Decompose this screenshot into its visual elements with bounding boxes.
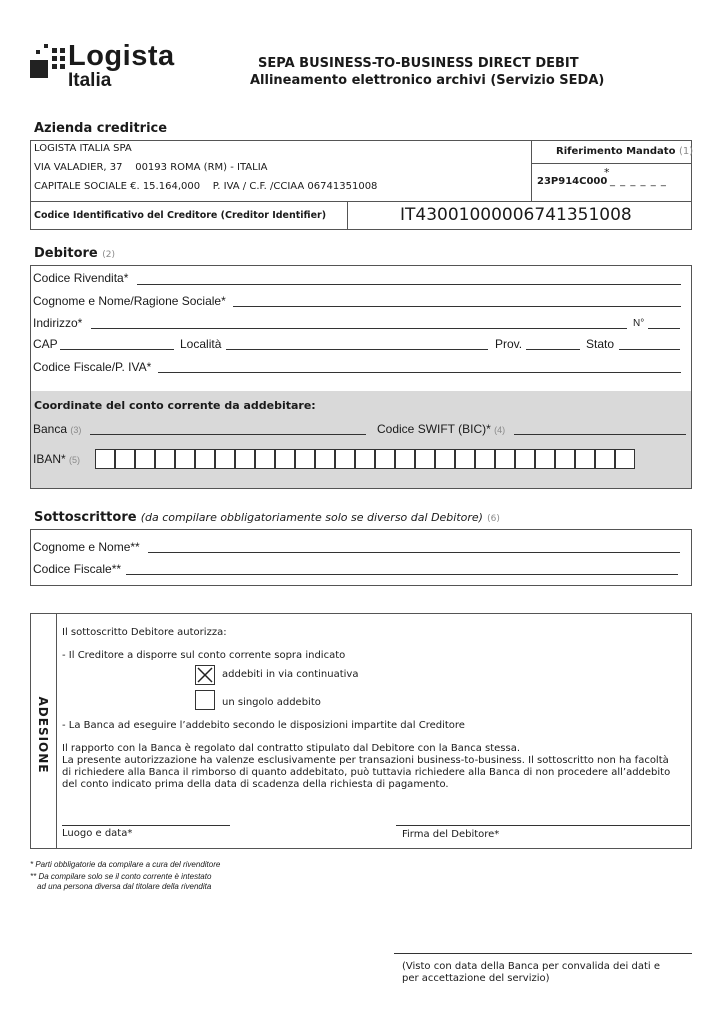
iban-cell[interactable]	[435, 449, 455, 469]
subscriber-cognome-field[interactable]	[148, 552, 680, 553]
bank-visa-field[interactable]	[394, 953, 692, 954]
iban-cell[interactable]	[335, 449, 355, 469]
luogo-data-field[interactable]	[62, 825, 230, 826]
creditor-heading: Azienda creditrice	[34, 121, 168, 136]
subscriber-cognome-label: Cognome e Nome**	[33, 540, 140, 554]
footnote-mandatory: * Parti obbligatorie da compilare a cura del rivenditore	[30, 860, 221, 869]
logo-wordmark: Logista	[68, 40, 175, 72]
swift-field[interactable]	[514, 434, 686, 435]
iban-cell[interactable]	[615, 449, 635, 469]
single-debit-checkbox[interactable]	[195, 690, 215, 710]
prov-label: Prov.	[495, 337, 523, 351]
iban-field[interactable]	[95, 449, 637, 469]
subscriber-heading: Sottoscrittore (da compilare obbligatoriamente solo se diverso dal Debitore) (6)	[34, 510, 500, 525]
creditor-address: VIA VALADIER, 37 00193 ROMA (RM) - ITALIA	[34, 162, 268, 173]
adesione-para-4: del conto indicato prima della data di scadenza della richiesta di pagamento.	[62, 779, 449, 790]
account-heading: Coordinate del conto corrente da addebitare:	[34, 399, 316, 412]
iban-cell[interactable]	[575, 449, 595, 469]
logo-subtitle: Italia	[68, 70, 112, 91]
adesione-bank-clause: - La Banca ad eseguire l’addebito secondo le disposizioni impartite dal Creditore	[62, 720, 465, 731]
continuous-debit-checkbox[interactable]	[195, 665, 215, 685]
cap-field[interactable]	[60, 349, 174, 350]
cognome-label: Cognome e Nome/Ragione Sociale*	[33, 294, 226, 308]
banca-label: Banca (3)	[33, 422, 82, 436]
iban-label: IBAN* (5)	[33, 452, 81, 466]
creditor-identifier-value: IT43001000006741351008	[400, 205, 632, 225]
iban-cell[interactable]	[235, 449, 255, 469]
bank-visa-line-1: (Visto con data della Banca per convalida dei dati e	[402, 961, 661, 972]
iban-cell[interactable]	[455, 449, 475, 469]
localita-field[interactable]	[226, 349, 488, 350]
iban-cell[interactable]	[115, 449, 135, 469]
adesione-para-3: di richiedere alla Banca il rimborso di quanto addebitato, può tuttavia richiedere alla Banca di non procedere all’addebito	[62, 767, 671, 778]
stato-label: Stato	[586, 337, 615, 351]
prov-field[interactable]	[526, 349, 580, 350]
iban-cell[interactable]	[155, 449, 175, 469]
cognome-field[interactable]	[233, 306, 681, 307]
iban-cell[interactable]	[355, 449, 375, 469]
firma-label: Firma del Debitore*	[402, 829, 500, 840]
iban-cell[interactable]	[535, 449, 555, 469]
single-debit-label: un singolo addebito	[222, 697, 321, 708]
adesione-intro: Il sottoscritto Debitore autorizza:	[62, 627, 227, 638]
iban-cell[interactable]	[555, 449, 575, 469]
document-subtitle: Allineamento elettronico archivi (Servizio SEDA)	[250, 73, 605, 88]
indirizzo-label: Indirizzo*	[33, 316, 83, 330]
footnote-subscriber-1: ** Da compilare solo se il conto corrente è intestato	[30, 872, 212, 881]
codice-rivendita-field[interactable]	[137, 284, 681, 285]
iban-cell[interactable]	[215, 449, 235, 469]
check-x-icon	[196, 666, 214, 684]
continuous-debit-label: addebiti in via continuativa	[222, 669, 359, 680]
adesione-box	[30, 613, 692, 849]
iban-cell[interactable]	[415, 449, 435, 469]
logo-mark-icon	[30, 44, 68, 90]
document-title: SEPA BUSINESS-TO-BUSINESS DIRECT DEBIT	[258, 56, 579, 71]
subscriber-codice-fiscale-label: Codice Fiscale**	[33, 562, 122, 576]
debtor-heading: Debitore (2)	[34, 246, 116, 261]
iban-cell[interactable]	[295, 449, 315, 469]
codice-fiscale-field[interactable]	[158, 372, 681, 373]
luogo-data-label: Luogo e data*	[62, 828, 133, 839]
iban-cell[interactable]	[475, 449, 495, 469]
codice-fiscale-label: Codice Fiscale/P. IVA*	[33, 360, 152, 374]
bank-visa-line-2: per accettazione del servizio)	[402, 973, 550, 984]
creditor-identifier-label: Codice Identificativo del Creditore (Creditor Identifier)	[34, 210, 327, 221]
stato-field[interactable]	[619, 349, 680, 350]
iban-cell[interactable]	[515, 449, 535, 469]
footnote-subscriber-2: ad una persona diversa dal titolare della rivendita	[37, 882, 212, 891]
banca-field[interactable]	[90, 434, 366, 435]
iban-cell[interactable]	[95, 449, 115, 469]
mandate-value: 23P914C000	[537, 176, 608, 187]
subscriber-codice-fiscale-field[interactable]	[126, 574, 678, 575]
iban-cell[interactable]	[375, 449, 395, 469]
creditor-capital: CAPITALE SOCIALE €. 15.164,000 P. IVA / C.F. /CCIAA 06741351008	[34, 181, 378, 192]
iban-cell[interactable]	[395, 449, 415, 469]
mandate-label: Riferimento Mandato (1)	[556, 146, 694, 157]
adesione-para-2: La presente autorizzazione ha valenze esclusivamente per transazioni business-to-business. Il sottoscritto non ha facoltà	[62, 755, 669, 766]
iban-cell[interactable]	[175, 449, 195, 469]
iban-cell[interactable]	[495, 449, 515, 469]
subscriber-box	[30, 529, 692, 586]
swift-label: Codice SWIFT (BIC)* (4)	[377, 422, 506, 436]
numero-label: N°	[633, 318, 645, 329]
adesione-para-1: Il rapporto con la Banca è regolato dal contratto stipulato dal Debitore con la Banca stessa.	[62, 743, 521, 754]
iban-cell[interactable]	[595, 449, 615, 469]
indirizzo-field[interactable]	[91, 328, 627, 329]
numero-field[interactable]	[648, 328, 680, 329]
creditor-name: LOGISTA ITALIA SPA	[34, 143, 132, 154]
iban-cell[interactable]	[255, 449, 275, 469]
iban-cell[interactable]	[135, 449, 155, 469]
iban-cell[interactable]	[195, 449, 215, 469]
mandate-blank[interactable]: _ _ _ _ _ _	[610, 176, 667, 187]
localita-label: Località	[180, 337, 222, 351]
mandate-star: *	[604, 166, 610, 179]
iban-cell[interactable]	[275, 449, 295, 469]
adesione-side-label: ADESIONE	[36, 696, 50, 774]
iban-cell[interactable]	[315, 449, 335, 469]
firma-field[interactable]	[396, 825, 690, 826]
cap-label: CAP	[33, 337, 58, 351]
codice-rivendita-label: Codice Rivendita*	[33, 271, 129, 285]
adesione-creditor-clause: - Il Creditore a disporre sul conto corrente sopra indicato	[62, 650, 346, 661]
